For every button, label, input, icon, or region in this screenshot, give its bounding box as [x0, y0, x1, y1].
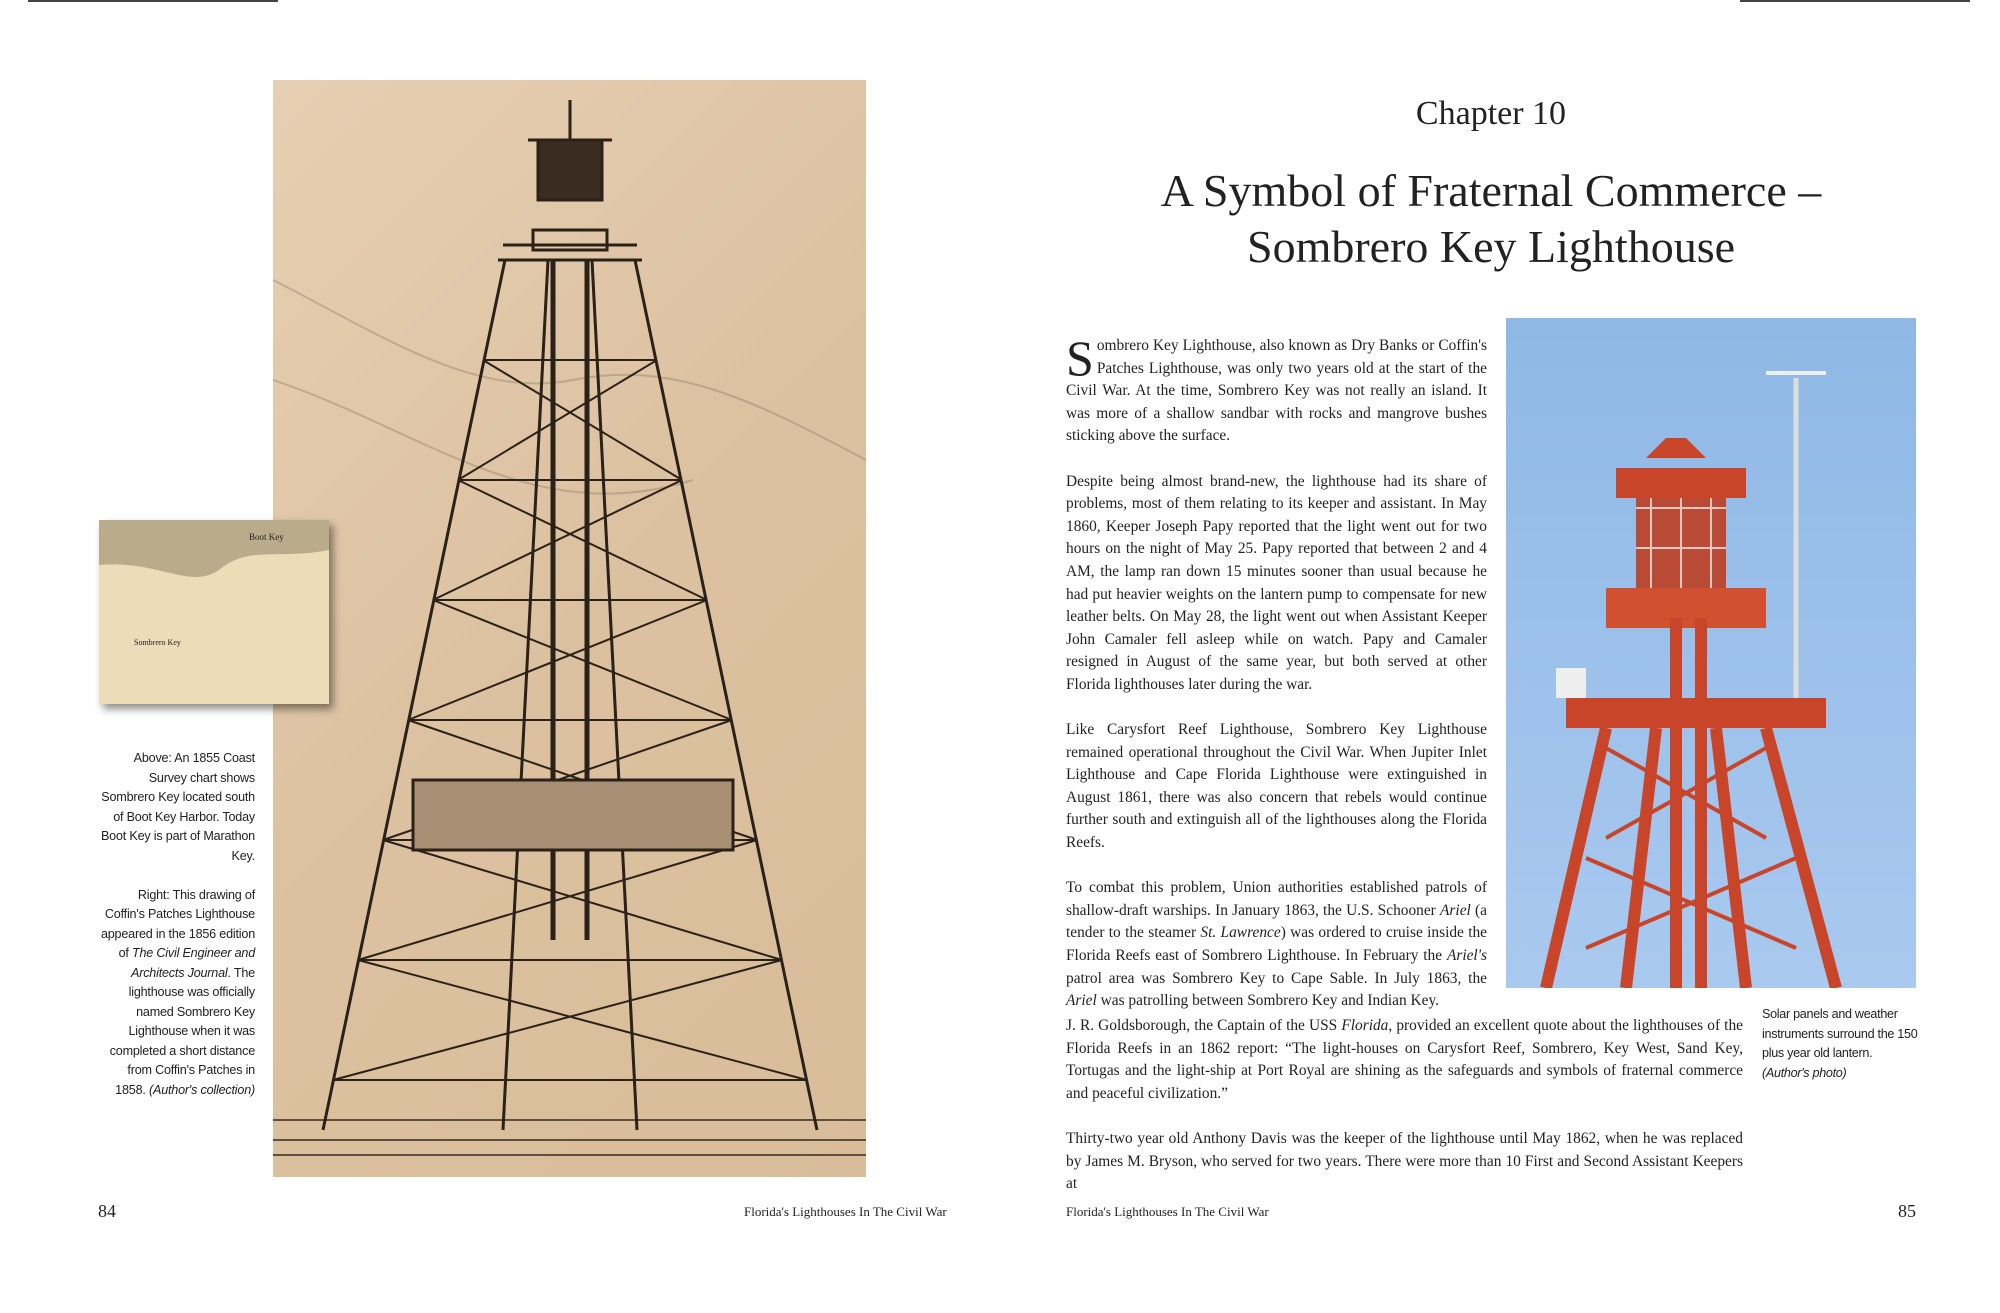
caption-right	[95, 886, 255, 1101]
coast-survey-chart-inset	[99, 520, 329, 704]
caption-credit: (Author's collection)	[149, 1082, 255, 1097]
title-line: Sombrero Key Lighthouse	[1246, 221, 1736, 272]
paragraph: Thirty-two year old Anthony Davis was the keeper of the lighthouse until May 1862, when he was replaced by James M. Bryson, who served for two years. There were more than 10 First and Second Assistant Keepers at	[1066, 1129, 1743, 1193]
ship-name: Florida	[1341, 1017, 1389, 1034]
t: , provided an excellent quote about the lighthouses of the Florida Reefs in an 1862 report: “The light-houses on Carysfort Reef, Sombrero, Key West, Sand Key, Tortugas and the light-ship at Port Royal are shining as the safeguards and symbols of fraternal commerce and peaceful civilization.”	[1066, 1017, 1743, 1102]
crop-mark	[28, 0, 278, 2]
paragraph-text: ombrero Key Lighthouse, also known as Dry Banks or Coffin's Patches Lighthouse, was only two years old at the start of the Civil War. At the time, Sombrero Key was not really an island. It was more of a shallow sandbar with rocks and mangrove bushes sticking above the surface.	[1066, 337, 1487, 445]
running-head-left: Florida's Lighthouses In The Civil War	[744, 1204, 947, 1219]
body-wide	[1066, 1015, 1743, 1218]
ship-name: Ariel	[1440, 901, 1471, 919]
caption-above: Above: An 1855 Coast Survey chart shows Sombrero Key located south of Boot Key Harbor. Today Boot Key is part of Marathon Key.	[100, 751, 255, 863]
map-label-sombrero-key: Sombrero Key	[134, 638, 181, 647]
map-label-boot-key: Boot Key	[249, 532, 284, 542]
left-caption	[95, 749, 255, 1120]
caption-text: . The lighthouse was officially named Sombrero Key Lighthouse when it was completed a short distance from Coffin's Patches in 1858.	[109, 965, 255, 1097]
page-number-right: 85	[1898, 1201, 1916, 1221]
ship-name: Ariel's	[1446, 947, 1487, 965]
chapter-label: Chapter 10	[1415, 95, 1567, 132]
paragraph: Like Carysfort Reef Lighthouse, Sombrero Key Lighthouse remained operational throughout the Civil War. When Jupiter Inlet Lighthouse and Cape Florida Lighthouse were extinguished in August 1861, there was also concern that rebels would continue further south and extinguish all of the lighthouses along the Florida Reefs.	[1066, 721, 1487, 852]
drop-cap: S	[1066, 330, 1094, 386]
caption-text: Right: This drawing of Coffin's Patches Lighthouse appeared in the 1856 edition of	[100, 887, 255, 960]
title-line: A Symbol of Fraternal Commerce –	[1160, 165, 1822, 216]
photo-caption	[1762, 1005, 1922, 1083]
paragraph	[1066, 330, 1487, 448]
lighthouse-engraving	[273, 80, 866, 1177]
t: ) was ordered to cruise inside the Florida Reefs east of Sombrero Lighthouse. In February the	[1066, 924, 1487, 965]
t: patrol area was Sombrero Key to Cape Sable. In July 1863, the	[1066, 969, 1487, 987]
caption-journal-title: The Civil Engineer and Architects Journal	[131, 946, 255, 980]
paragraph: Despite being almost brand-new, the lighthouse had its share of problems, most of them relating to its keeper and assistant. In May 1860, Keeper Joseph Papy reported that the light went out for two hours on the night of May 25. Papy reported that between 2 and 4 AM, the lamp ran down 15 minutes sooner than usual because he had put heavier weights on the lantern pump to compensate for new leather belts. On May 28, the light went out when Assistant Keeper John Camaler fell asleep while on watch. Papy and Camaler resigned in August of the same year, but both served at other Florida lighthouses later during the war.	[1066, 472, 1487, 693]
page-number-left: 84	[98, 1201, 116, 1221]
t: (a tender to the steamer	[1066, 901, 1487, 942]
t: To combat this problem, Union authorities established patrols of shallow-draft warships. In January 1863, the U.S. Schooner	[1066, 879, 1487, 919]
caption-text: Solar panels and weather instruments surround the 150 plus year old lantern.	[1762, 1007, 1918, 1060]
body-column	[1066, 330, 1487, 1035]
crop-mark	[1740, 0, 1970, 2]
ship-name: Ariel	[1066, 992, 1097, 1010]
paragraph	[1066, 1015, 1743, 1105]
paragraph	[1066, 877, 1487, 1013]
chapter-title	[1066, 163, 1916, 275]
lighthouse-photo	[1506, 318, 1916, 988]
t: was patrolling between Sombrero Key and Indian Key.	[1096, 992, 1439, 1010]
t: J. R. Goldsborough, the Captain of the USS	[1066, 1017, 1342, 1034]
ship-name: St. Lawrence	[1200, 924, 1281, 942]
running-head-right: Florida's Lighthouses In The Civil War	[1066, 1204, 1269, 1219]
caption-credit: (Author's photo)	[1762, 1065, 1847, 1080]
